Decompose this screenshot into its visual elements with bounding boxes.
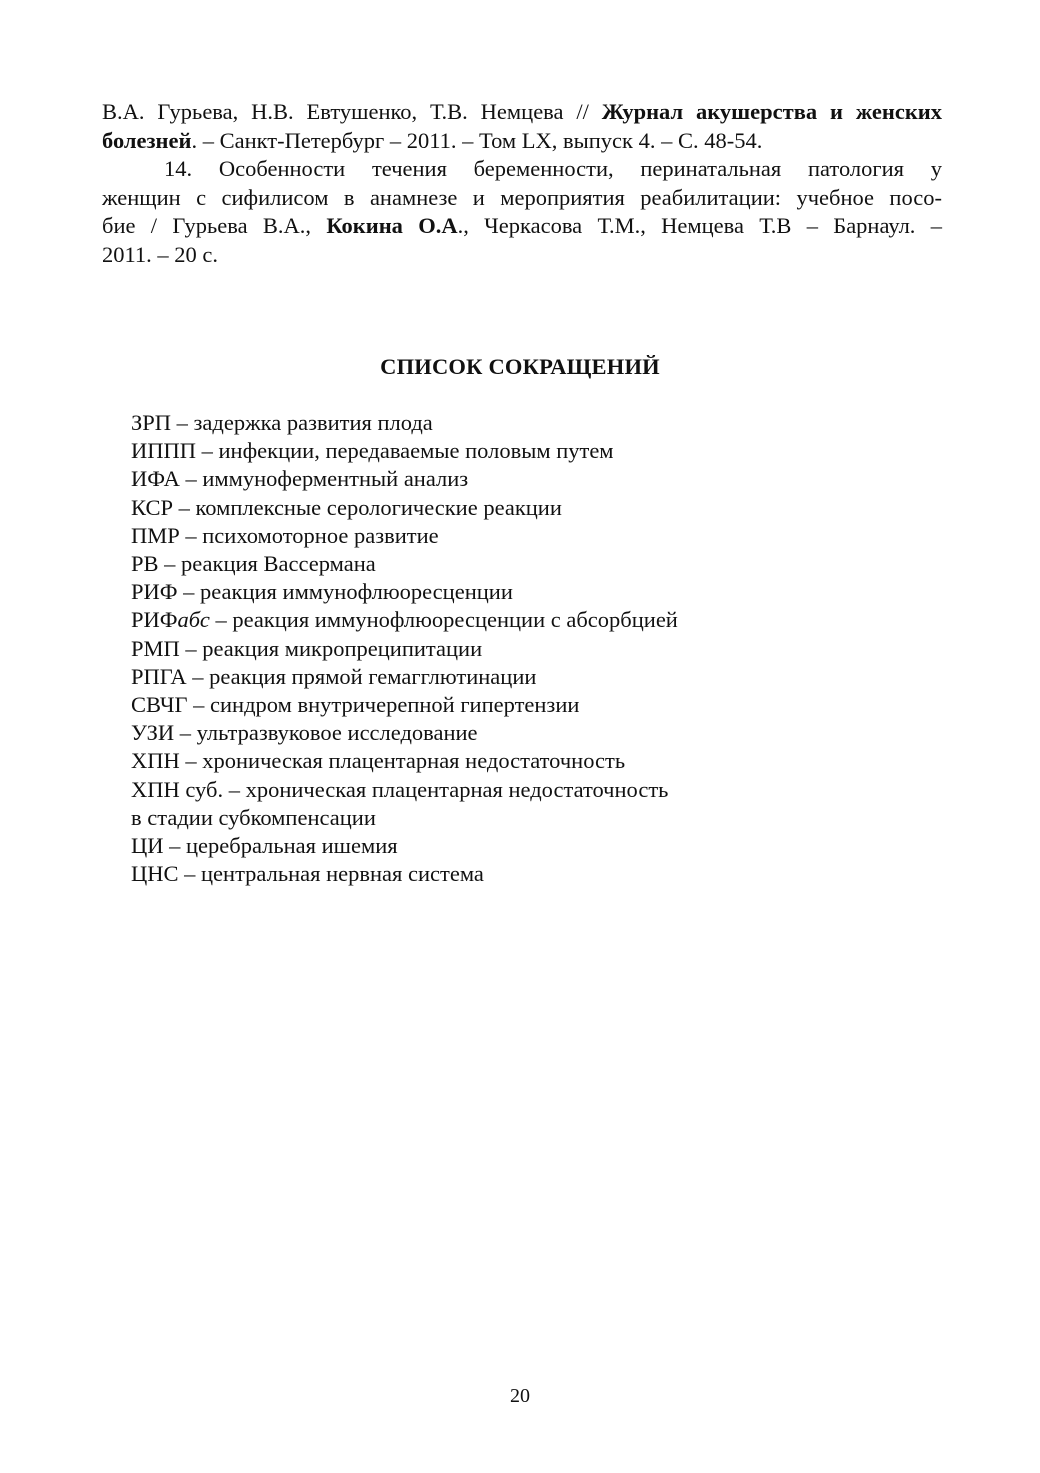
abbreviation-item: в стадии субкомпенсации	[131, 804, 376, 830]
abbreviation-item: РВ – реакция Вассермана	[131, 551, 376, 577]
reference-14-line	[102, 184, 942, 213]
reference-14-text: женщин с сифилисом в анамнезе и мероприятия реабилитации: учебное посо-	[102, 184, 942, 210]
abbreviation-item: ЗРП – задержка развития плода	[131, 410, 433, 435]
abbreviation-item	[131, 606, 911, 634]
references-block	[102, 98, 942, 269]
reference-14-text: 14. Особенности течения беременности, перинатальная патология у	[164, 156, 942, 181]
reference-authors: В.А. Гурьева, Н.В. Евтушенко, Т.В. Немцева //	[102, 99, 602, 124]
abbreviation-term-italic: абс	[177, 607, 210, 633]
reference-line	[102, 98, 942, 127]
abbreviation-term: РИФ	[131, 607, 178, 633]
reference-14-line	[102, 155, 942, 184]
abbreviation-item: ИППП – инфекции, передаваемые половым путем	[131, 438, 614, 464]
abbreviation-item: СВЧГ – синдром внутричерепной гипертензии	[131, 692, 580, 718]
reference-publication-info: . – Санкт-Петербург – 2011. – Том LX, выпуск 4. – С. 48-54.	[191, 127, 763, 153]
abbreviation-item: ЦНС – центральная нервная система	[131, 861, 484, 887]
abbreviation-item: РИФ – реакция иммунофлюоресценции	[131, 579, 513, 605]
journal-title-continued: болезней	[102, 127, 192, 153]
abbreviation-item: РМП – реакция микропреципитации	[131, 635, 483, 661]
reference-14-line	[102, 212, 942, 241]
abbreviation-item: КСР – комплексные серологические реакции	[131, 494, 562, 520]
abbreviation-item: ХПН суб. – хроническая плацентарная недостаточность	[131, 776, 669, 802]
reference-line	[102, 127, 942, 156]
abbreviation-definition: – реакция иммунофлюоресценции с абсорбцией	[209, 607, 678, 633]
reference-14-line	[102, 241, 942, 270]
journal-title: Журнал акушерства и женских	[601, 99, 942, 124]
page-number: 20	[510, 1385, 530, 1407]
abbreviation-item: РПГА – реакция прямой гемагглютинации	[131, 663, 537, 689]
reference-14-text: бие / Гурьева В.А.,	[102, 213, 327, 238]
abbreviations-list	[131, 409, 911, 888]
reference-14-bold-author: Кокина О.А	[326, 213, 458, 238]
abbreviation-item: ХПН – хроническая плацентарная недостаточность	[131, 748, 626, 774]
reference-14-text: ., Черкасова Т.М., Немцева Т.В – Барнаул. –	[457, 213, 942, 238]
abbreviation-item: ИФА – иммуноферментный анализ	[131, 466, 469, 492]
reference-14-text: 2011. – 20 с.	[102, 241, 219, 267]
abbreviation-item: ПМР – психомоторное развитие	[131, 522, 439, 548]
section-heading: СПИСОК СОКРАЩЕНИЙ	[380, 354, 660, 379]
abbreviation-item: ЦИ – церебральная ишемия	[131, 833, 398, 859]
abbreviation-item: УЗИ – ультразвуковое исследование	[131, 720, 478, 746]
